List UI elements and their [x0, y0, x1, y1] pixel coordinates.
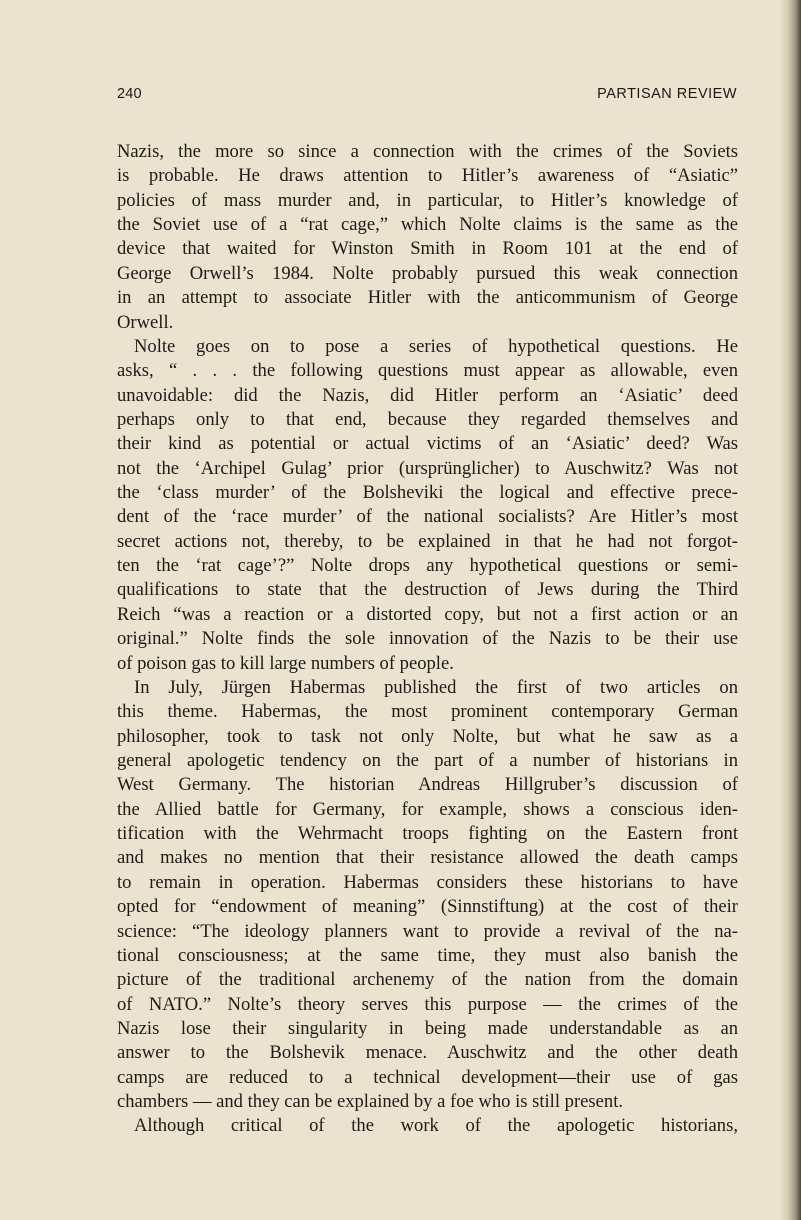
text-line: the Allied battle for Germany, for example, shows a conscious iden- [117, 798, 738, 820]
text-line: is probable. He draws attention to Hitler’s awareness of “Asiatic” [117, 165, 738, 187]
text-line: George Orwell’s 1984. Nolte probably pursued this weak connection [117, 262, 738, 284]
text-line: this theme. Habermas, the most prominent contemporary German [117, 701, 738, 723]
text-line: the Soviet use of a “rat cage,” which Nolte claims is the same as the [117, 214, 738, 236]
text-line: opted for “endowment of meaning” (Sinnstiftung) at the cost of their [117, 896, 738, 918]
text-line: science: “The ideology planners want to provide a revival of the na- [117, 920, 738, 942]
text-line: in an attempt to associate Hitler with the anticommunism of George [117, 287, 738, 309]
text-line: of poison gas to kill large numbers of people. [117, 652, 454, 674]
text-line: dent of the ‘race murder’ of the national socialists? Are Hitler’s most [117, 506, 738, 528]
text-line: their kind as potential or actual victims of an ‘Asiatic’ deed? Was [117, 433, 738, 455]
text-line: tional consciousness; at the same time, they must also banish the [117, 944, 738, 966]
text-line: Orwell. [117, 311, 174, 333]
text-line: Nolte goes on to pose a series of hypothetical questions. He [134, 335, 738, 357]
text-line: ten the ‘rat cage’?” Nolte drops any hypothetical questions or semi- [117, 555, 738, 577]
page-gutter-edge [779, 0, 801, 1220]
text-line: original.” Nolte finds the sole innovation of the Nazis to be their use [117, 628, 738, 650]
text-line: the ‘class murder’ of the Bolsheviki the logical and effective prece- [117, 482, 738, 504]
text-line: of NATO.” Nolte’s theory serves this purpose — the crimes of the [117, 993, 738, 1015]
text-line: secret actions not, thereby, to be explained in that he had not forgot- [117, 530, 738, 552]
text-line: Nazis lose their singularity in being made understandable as an [117, 1017, 738, 1039]
text-line: policies of mass murder and, in particular, to Hitler’s knowledge of [117, 189, 738, 211]
text-line: West Germany. The historian Andreas Hillgruber’s discussion of [117, 774, 738, 796]
text-line: picture of the traditional archenemy of the nation from the domain [117, 969, 738, 991]
text-line: answer to the Bolshevik menace. Auschwitz and the other death [117, 1042, 738, 1064]
running-head [117, 86, 737, 106]
text-line: chambers — and they can be explained by a foe who is still present. [117, 1091, 624, 1113]
text-line: In July, Jürgen Habermas published the first of two articles on [134, 676, 738, 698]
journal-title: PARTISAN REVIEW [597, 86, 737, 102]
text-line: qualifications to state that the destruction of Jews during the Third [117, 579, 738, 601]
text-line: Reich “was a reaction or a distorted copy, but not a first action or an [117, 603, 738, 625]
text-line: philosopher, took to task not only Nolte, but what he saw as a [117, 725, 738, 747]
text-line: tification with the Wehrmacht troops fighting on the Eastern front [117, 823, 738, 845]
text-line: device that waited for Winston Smith in Room 101 at the end of [117, 238, 738, 260]
text-line: Although critical of the work of the apologetic historians, [134, 1115, 738, 1137]
text-line: perhaps only to that end, because they regarded themselves and [117, 408, 738, 430]
body-text [117, 140, 738, 1139]
text-line: unavoidable: did the Nazis, did Hitler perform an ‘Asiatic’ deed [117, 384, 738, 406]
text-line: and makes no mention that their resistance allowed the death camps [117, 847, 738, 869]
text-line: camps are reduced to a technical development—their use of gas [117, 1066, 738, 1088]
text-line: not the ‘Archipel Gulag’ prior (ursprünglicher) to Auschwitz? Was not [117, 457, 738, 479]
text-line: to remain in operation. Habermas considers these historians to have [117, 871, 738, 893]
text-line: asks, “ . . . the following questions must appear as allowable, even [117, 360, 738, 382]
text-line: general apologetic tendency on the part of a number of historians in [117, 749, 738, 771]
page-number: 240 [117, 86, 142, 102]
text-line: Nazis, the more so since a connection with the crimes of the Soviets [117, 141, 738, 162]
